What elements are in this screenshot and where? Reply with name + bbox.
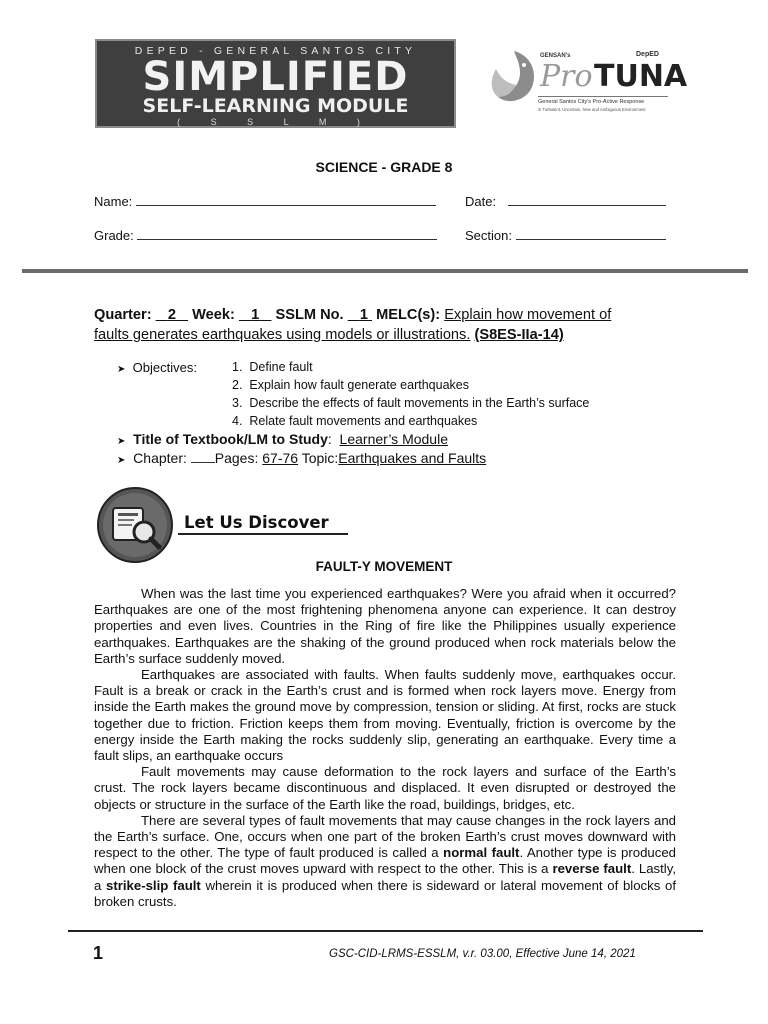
paragraph: Fault movements may cause deformation to the rock layers and surface of the Earth’s crust. The rock layers became discontinuous and displaced. It even disrupted or destroyed the objects or structure in the surface of the Earth like the road, buildings, bridges, etc. xyxy=(94,764,676,812)
arrow-bullet-icon: ➤ xyxy=(117,436,126,447)
section-blank[interactable] xyxy=(516,227,666,240)
section-label: Section: xyxy=(465,228,512,243)
logo-tagline-sub: in Turbulent, Uncertain, New and Ambiguous Environment xyxy=(538,107,646,112)
objective-text: Define fault xyxy=(249,360,313,374)
arrow-bullet-icon: ➤ xyxy=(117,364,126,375)
logo-tagline: General Santos City's Pro-Active Response xyxy=(538,99,645,105)
name-label: Name: xyxy=(94,194,133,209)
week-label: Week: xyxy=(192,307,235,323)
objective-number: 2. xyxy=(232,378,243,392)
chapter-label: Chapter: xyxy=(133,450,187,466)
grade-blank[interactable] xyxy=(137,227,437,240)
objective-item xyxy=(232,396,589,410)
section-heading: Let Us Discover xyxy=(184,513,329,532)
name-field[interactable] xyxy=(94,193,436,209)
sslm-banner xyxy=(95,39,456,128)
objective-text: Relate fault movements and earthquakes xyxy=(249,414,478,428)
logo-tuna: TUNA xyxy=(594,59,688,94)
pages-label: Pages: xyxy=(214,450,259,466)
quarter-label: Quarter: xyxy=(94,307,152,323)
article-title: FAULT-Y MOVEMENT xyxy=(315,559,453,574)
week-value: 1 xyxy=(251,307,260,323)
quarter-value: 2 xyxy=(167,307,176,323)
term-normal-fault: normal fault xyxy=(443,845,520,861)
topic-label: Topic: xyxy=(301,450,339,466)
melc-label: MELC(s): xyxy=(376,307,441,323)
date-blank[interactable] xyxy=(508,193,666,206)
textbook-label: Title of Textbook/LM to Study xyxy=(133,431,328,447)
sslm-label: SSLM No. xyxy=(275,307,344,323)
logo-pro: Pro xyxy=(540,59,593,94)
banner-subtitle: SELF-LEARNING MODULE xyxy=(142,95,409,117)
objective-number: 1. xyxy=(232,360,243,374)
date-field[interactable] xyxy=(465,193,666,209)
topic-value: Earthquakes and Faults xyxy=(338,450,487,466)
melc-text-2: faults generates earthquakes using models or illustrations. xyxy=(94,327,471,343)
logo-deped: DepED xyxy=(636,51,659,58)
melc-text-1: Explain how movement of xyxy=(444,307,612,323)
objectives-label: Objectives: xyxy=(132,360,197,375)
objective-text: Explain how fault generate earthquakes xyxy=(249,378,469,392)
objective-number: 4. xyxy=(232,414,243,428)
grade-label: Grade: xyxy=(94,228,134,243)
sslm-value: 1 xyxy=(359,307,368,323)
article-body xyxy=(94,586,676,910)
objective-item xyxy=(232,360,313,374)
term-strike-slip-fault: strike-slip fault xyxy=(106,877,201,893)
page-number: 1 xyxy=(93,943,104,963)
paragraph: There are several types of fault movements that may cause changes in the rock layers and the Earth’s surface. One, occurs when one part of the broken Earth’s crust moves downward with respect to the other. The type of fault produced is called a normal fault. Another type is produced when one block of the crust moves upward with respect to the other. This is a reverse fault. Lastly, a strike-slip fault wherein it is produced when there is sideward or lateral movement of blocks of broken crusts. xyxy=(94,812,676,909)
chapter-row xyxy=(117,450,486,466)
subject-title: SCIENCE - GRADE 8 xyxy=(315,159,453,175)
paragraph: When was the last time you experienced earthquakes? Were you afraid when it occurred? Earthquakes are one of the most frightening phenomena anyone can experience. It can destroy properties and even lives. Countries in the Ring of fire like the Philippines usually experience earthquakes. Earthquakes are the shaking of the ground produced when rock materials below the Earth’s surface suddenly moved. xyxy=(94,586,676,666)
footer-reference: GSC-CID-LRMS-ESSLM, v.r. 03.00, Effective June 14, 2021 xyxy=(329,948,636,960)
name-blank[interactable] xyxy=(136,193,436,206)
banner-top-line: DEPED - GENERAL SANTOS CITY xyxy=(134,45,417,57)
discover-book-magnifier-icon xyxy=(96,486,174,564)
paragraph: Earthquakes are associated with faults. When faults suddenly move, earthquakes occur. Fault is a break or crack in the Earth’s crust and is formed when rock layers move. Energy from inside the Earth makes the ground move by compression, tension or sliding. At first, rocks are stuck together due to friction. Friction keeps them from moving. Eventually, friction is overcome by the energy inside the Earth making the rocks suddenly slip, generating an earthquake. Every time a fault slips, an earthquake occurs xyxy=(94,667,676,764)
chapter-blank[interactable] xyxy=(191,452,215,463)
date-label: Date: xyxy=(465,194,497,209)
objective-text: Describe the effects of fault movements in the Earth’s surface xyxy=(249,396,590,410)
banner-abbrev: ( S S L M ) xyxy=(177,117,374,127)
objective-item xyxy=(232,378,469,392)
protuna-logo xyxy=(486,45,688,127)
arrow-bullet-icon: ➤ xyxy=(117,455,126,466)
footer-divider xyxy=(68,930,703,932)
header-divider xyxy=(22,269,748,273)
logo-divider xyxy=(538,96,668,97)
section-heading-underline xyxy=(178,533,348,535)
term-reverse-fault: reverse fault xyxy=(552,861,632,877)
objective-item xyxy=(232,414,477,428)
objective-number: 3. xyxy=(232,396,243,410)
textbook-value: Learner’s Module xyxy=(339,431,448,447)
section-field[interactable] xyxy=(465,227,666,243)
textbook-row: ➤ Title of Textbook/LM to Study: Learner’s Module xyxy=(117,431,448,447)
tuna-fish-icon xyxy=(486,47,542,107)
grade-field[interactable] xyxy=(94,227,437,243)
banner-title: SIMPLIFIED xyxy=(142,54,409,100)
melc-code: (S8ES-IIa-14) xyxy=(474,327,564,343)
pages-value: 67-76 xyxy=(262,450,299,466)
objectives-row xyxy=(117,360,197,375)
logo-gensan: GENSAN's xyxy=(540,53,571,59)
melc-line xyxy=(94,305,694,345)
